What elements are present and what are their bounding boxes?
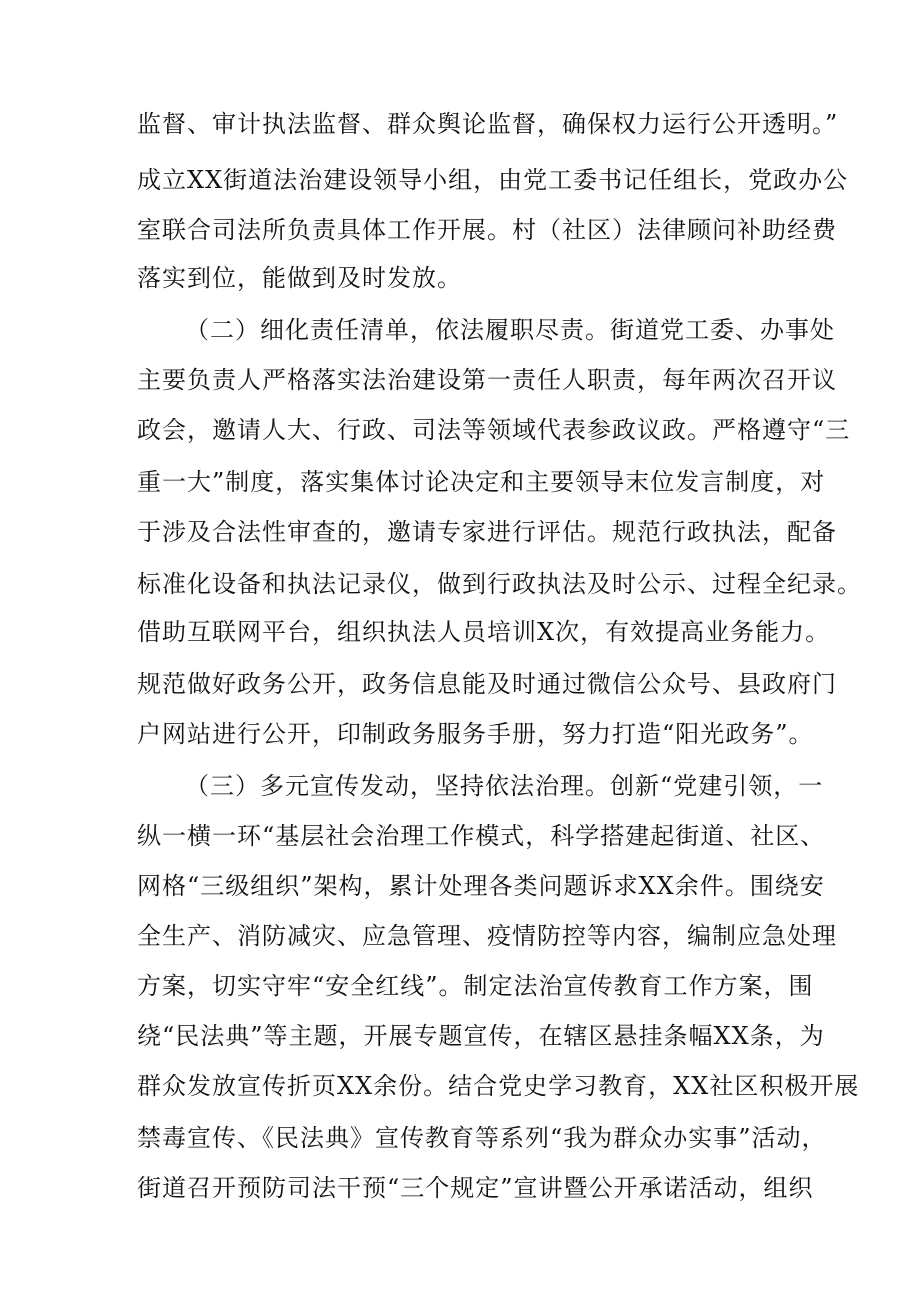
text-line: 主要负责人严格落实法治建设第一责任人职责，每年两次召开议 xyxy=(137,366,837,394)
text-line: 政会，邀请人大、行政、司法等领域代表参政议政。严格遵守“三 xyxy=(137,416,851,444)
text-line: 户网站进行公开，印制政务服务手册，努力打造“阳光政务”。 xyxy=(137,720,814,748)
text-line: 方案，切实守牢“安全红线”。制定法治宣传教育工作方案，围 xyxy=(137,972,814,1000)
text-line: 室联合司法所负责具体工作开展。村（社区）法律顾问补助经费 xyxy=(137,216,837,244)
text-line: 纵一横一环“基层社会治理工作模式，科学搭建起街道、社区、 xyxy=(137,822,826,850)
text-line: 借助互联网平台，组织执法人员培训X次，有效提高业务能力。 xyxy=(137,618,831,646)
text-line: 网格“三级组织”架构，累计处理各类问题诉求XX余件。围绕安 xyxy=(137,872,825,900)
text-line: 街道召开预防司法干预“三个规定”宣讲暨公开承诺活动，组织 xyxy=(137,1174,814,1202)
text-line: 落实到位，能做到及时发放。 xyxy=(137,264,462,292)
section-heading-line: （三）多元宣传发动，坚持依法治理。创新“党建引领，一 xyxy=(185,772,824,800)
section-heading-line: （二）细化责任清单，依法履职尽责。街道党工委、办事处 xyxy=(185,316,835,344)
text-line: 禁毒宣传、《民法典》宣传教育等系列“我为群众办实事”活动， xyxy=(137,1124,827,1152)
text-line: 成立XX街道法治建设领导小组，由党工委书记任组长，党政办公 xyxy=(137,166,849,194)
text-line: 重一大”制度，落实集体讨论决定和主要领导末位发言制度，对 xyxy=(137,468,826,496)
text-line: 绕“民法典”等主题，开展专题宣传，在辖区悬挂条幅XX条，为 xyxy=(137,1022,825,1050)
text-line: 于涉及合法性审查的，邀请专家进行评估。规范行政执法，配备 xyxy=(137,518,837,546)
text-line: 监督、审计执法监督、群众舆论监督，确保权力运行公开透明。” xyxy=(137,110,839,138)
text-line: 标准化设备和执法记录仪，做到行政执法及时公示、过程全纪录。 xyxy=(137,570,862,598)
text-line: 群众发放宣传折页XX余份。结合党史学习教育，XX社区积极开展 xyxy=(137,1072,860,1100)
text-line: 规范做好政务公开，政务信息能及时通过微信公众号、县政府门 xyxy=(137,670,837,698)
text-line: 全生产、消防减灾、应急管理、疫情防控等内容，编制应急处理 xyxy=(137,922,837,950)
